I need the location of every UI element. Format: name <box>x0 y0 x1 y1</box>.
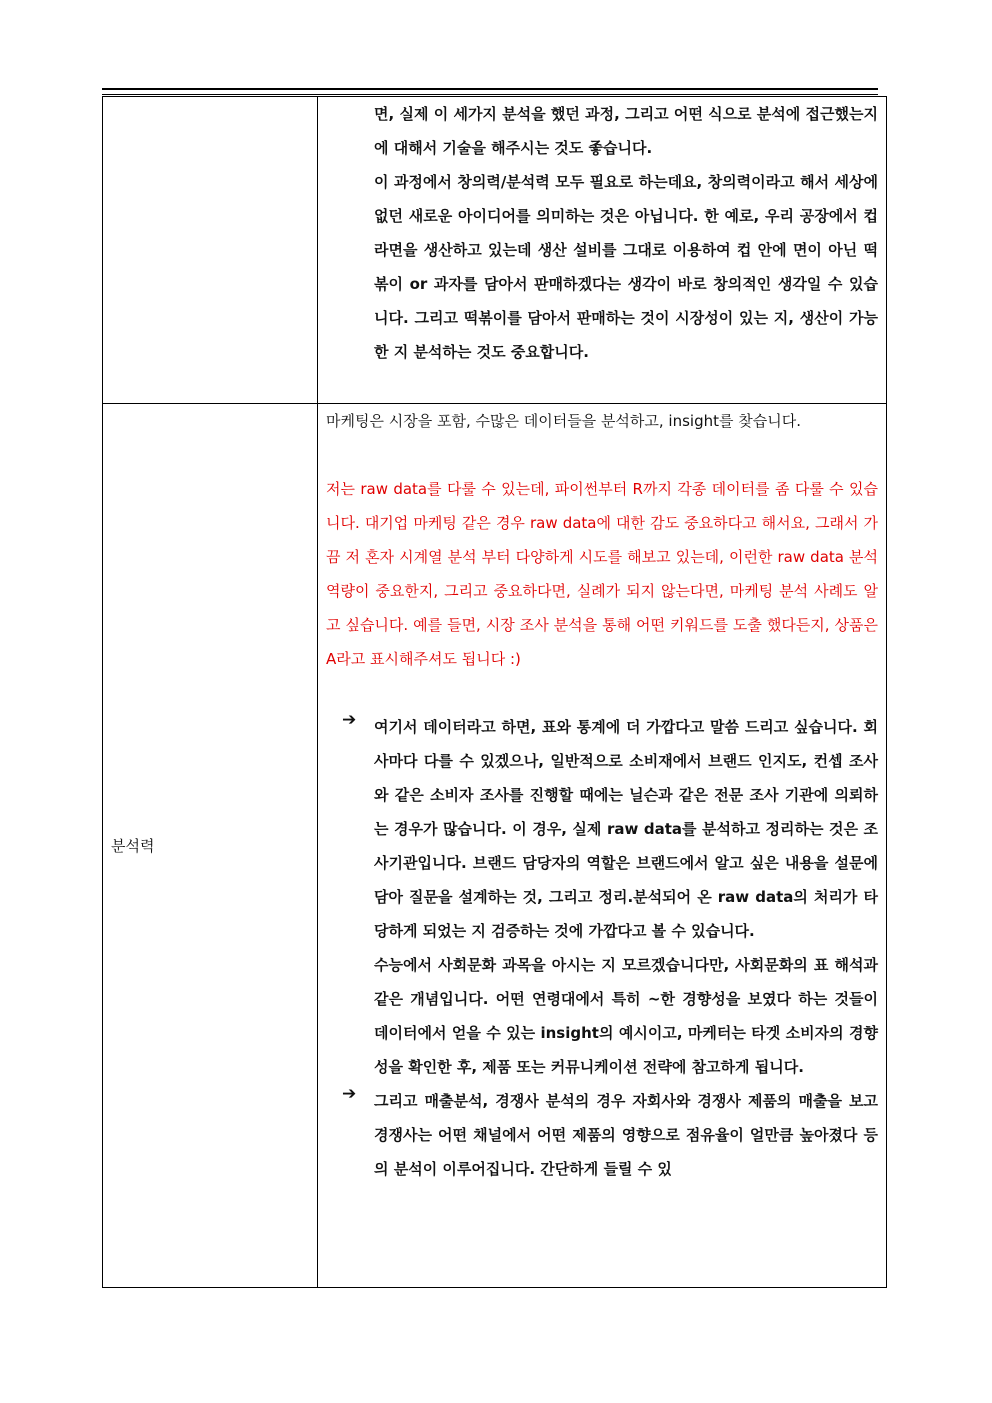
table-row <box>103 97 887 404</box>
question-text: 저는 raw data를 다룰 수 있는데, 파이썬부터 R까지 각종 데이터를 좀 다룰 수 있습니다. 대기업 마케팅 같은 경우 raw data에 대한 감도 중요하다고 해서요, 그래서 가끔 저 혼자 시계열 분석 부터 다양하게 시도를 해보고 있는데, 이런한 raw data 분석 역량이 중요한지, 그리고 중요하다면, 실례가 되지 않는다면, 마케팅 분석 사례도 알고 싶습니다. 예를 들면, 시장 조사 분석을 통해 어떤 키워드를 도출 했다든지, 상품은 A라고 표시해주셔도 됩니다 :) <box>326 480 878 668</box>
row-label-empty <box>103 97 318 404</box>
answer-1-block <box>318 710 886 948</box>
header-rule-bottom <box>102 94 878 95</box>
header-rule-top <box>102 88 878 90</box>
intro-text: 마케팅은 시장을 포함, 수많은 데이터들을 분석하고, insight를 찾습니다. <box>326 412 801 430</box>
answer-2-block <box>318 1084 886 1186</box>
row1-paragraph-1: 면, 실제 이 세가지 분석을 했던 과정, 그리고 어떤 식으로 분석에 접근했는지에 대해서 기술을 해주시는 것도 좋습니다. <box>374 105 878 157</box>
table-row <box>103 404 887 1288</box>
arrow-right-icon: ➔ <box>342 1084 357 1104</box>
document-table <box>102 96 887 1288</box>
answer-1-continued: 수능에서 사회문화 과목을 아시는 지 모르겠습니다만, 사회문화의 표 해석과 같은 개념입니다. 어떤 연령대에서 특히 ~한 경향성을 보였다 하는 것들이 데이터에서 얻을 수 있는 insight의 예시이고, 마케터는 타겟 소비자의 경향성을 확인한 후, 제품 또는 커뮤니케이션 전략에 참고하게 됩니다. <box>374 956 878 1076</box>
row1-content <box>318 97 887 404</box>
arrow-right-icon: ➔ <box>342 710 357 730</box>
spacer <box>318 438 886 472</box>
row1-paragraph-2: 이 과정에서 창의력/분석력 모두 필요로 하는데요, 창의력이라고 해서 세상에 없던 새로운 아이디어를 의미하는 것은 아닙니다. 한 예로, 우리 공장에서 컵라면을 생산하고 있는데 생산 설비를 그대로 이용하여 컵 안에 면이 아닌 떡볶이 or 과자를 담아서 판매하겠다는 생각이 바로 창의적인 생각일 수 있습니다. 그리고 떡볶이를 담아서 판매하는 것이 시장성이 있는 지, 생산이 가능한 지 분석하는 것도 중요합니다. <box>374 173 878 361</box>
answer-1-text: 여기서 데이터라고 하면, 표와 통계에 더 가깝다고 말씀 드리고 싶습니다. 회사마다 다를 수 있겠으나, 일반적으로 소비재에서 브랜드 인지도, 컨셉 조사와 같은 소비자 조사를 진행할 때에는 닐슨과 같은 전문 조사 기관에 의뢰하는 경우가 많습니다. 이 경우, 실제 raw data를 분석하고 정리하는 것은 조사기관입니다. 브랜드 담당자의 역할은 브랜드에서 알고 싶은 내용을 설문에 담아 질문을 설계하는 것, 그리고 정리.분석되어 온 raw data의 처리가 타당하게 되었는 지 검증하는 것에 가깝다고 볼 수 있습니다. <box>374 718 878 940</box>
row2-content <box>318 404 887 1288</box>
spacer <box>318 676 886 710</box>
row-label-analysis: 분석력 <box>103 404 318 1288</box>
answer-2-text: 그리고 매출분석, 경쟁사 분석의 경우 자회사와 경쟁사 제품의 매출을 보고 경쟁사는 어떤 채널에서 어떤 제품의 영향으로 점유율이 얼만큼 높아졌다 등의 분석이 이루어집니다. 간단하게 들릴 수 있 <box>374 1092 878 1178</box>
